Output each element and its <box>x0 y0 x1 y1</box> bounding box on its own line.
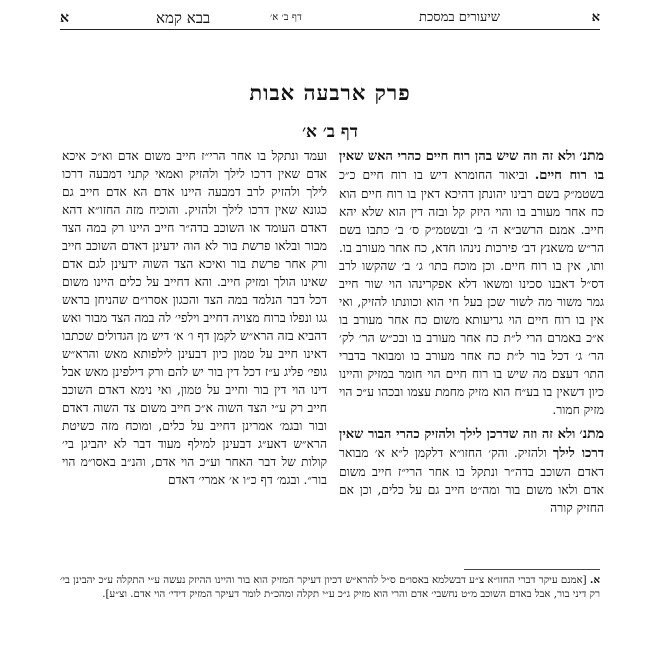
mishna-lead-text: ולא זה וזה שיש בהן רוח חיים כהרי האש שאין בו רוח חיים. <box>339 149 605 183</box>
header-title: בבא קמא <box>156 9 211 27</box>
header-tractate: שיעורים במסכת <box>419 10 500 25</box>
mishna-lead-text: ולא זה וזה שדרכן לילך ולהזיק כהרי הבור שאין דרכו לילך <box>339 427 605 461</box>
header-page-letter: א <box>591 10 600 25</box>
commentary-text: ועמד ונתקל בו אחר הרי״ז חייב משום אדם וא״כ איכא אדם שאין דרכו לילך ולהזיק ואמאי קתני דמבעה דרכו לילך ולהזיק לרב דמבעה היינו אדם הא אדם חייב גם כגונא שאין דרכו לילך ולהזיק. והוכיח מזה החזו״א דהא דאדם העומד או השוכב בדה״ר חייב היינו רק במה הצד מבור ובלאו פרשת בור לא הוה ידעינן דאדם השוכב חייב ורק אחר פרשת בור ואיכא הצד השוה ידעינן לגם אדם שאינו הולך ומזיק חייב. והא דחייב על כלים היינו משום דכל דבר הנלמד במה הצד והכגון אסרו״ם שהניחן בראש גגו ונפלו ברוח מצויה דחייב וילפי׳ לה במה הצד מבור ואש דהביא בזה הרא״ש לקמן דף ו׳ א׳ דיש מן הגדולים שכתבו דאינו חייב על טמון כיון דבעינן לילפותא מאש והרא״ש גופי׳ פליג ע״ז דכל דין בור יש להם ורק דילפינן מאש אבל דינו הוי דין בור וחייב על טמון, ואי נימא דאדם השוכב חייב רק ע״י הצד השוה א״כ חייב משום צד השוה דאדם ובור ובגמ׳ אמרינן דחייב על כלים, ומוכח מזה כשיטת הרא״ש דאע״ג דבעינן למילף מעוד דבר לא יהביגן בי׳ קולות של דבר האחר וע״כ הוי אדם, והנ״ב באסו״מ הוי בור״. ובגמ׳ דף כ״ו א׳ אמרי׳ דאדם <box>62 149 327 487</box>
header-left-letter: א <box>60 10 69 26</box>
commentary-text: ולהזיק. והק׳ החזו״א דלקמן ל״א א׳ מבואר דאדם השוכב בדה״ר ונתקל בו אחר הרי״ז חייב משום אדם ולאו משום בור ומה״ט חייב גם על כלים, וכן אם החזיק קורה <box>339 446 604 515</box>
daf-heading: דף ב׳ א׳ <box>302 122 358 142</box>
footnote <box>60 573 600 602</box>
running-header <box>60 8 600 30</box>
footnote-rule <box>464 569 600 570</box>
right-column <box>339 147 604 517</box>
mishna-marker: מתנ׳ <box>579 426 605 442</box>
paragraph-2 <box>339 425 604 517</box>
header-rule <box>60 29 600 30</box>
footnote-label: א. <box>589 574 600 586</box>
paragraph-1 <box>339 147 604 419</box>
commentary-text: וביאור החומרא דיש בו רוח חיים כ״כ בשטמ״ק בשם רבינו יהונתן דהיכא דאין בו רוח חיים הוא כח אחר מעורב בו והוי היזק קל ובזה דין הוא שלא יהא חייב. אמנם הרשב״א ה׳ ב׳ ובשטמ״ק ס׳ ב׳ כתבו בשם הר״ש משאנץ דב׳ פירכות נינהו חדא, כח אחר מעורב בו. ותו, אין בו רוח חיים. וכן מוכח בתו׳ ג׳ ב׳ שהקשו לרב דס״ל דאבנו סכינו ומשאו דלא אפקרינהו הוי שור חייב גמר משור מה לשור שכן בעל חי הוא וכוונתו להזיק, ואי אין בו רוח חיים הוי גריעותא משום כח אחר מעורב בו א״כ באמרם הרי ל״ת כח אחר מעורב בו ובכ״ש הר׳ לק׳ הר׳ ג׳ דכל בור ל״ת כח אחר מעורב בו ומבואר בדברי התו׳ דעצם מה שיש בו רוח חיים הוי חומר במזיק והיינו כיון דשאין בו בע״ח הוא מזיק מחמת עצמו ובכהו ע״כ הוי מזיק חמור. <box>339 168 604 417</box>
chapter-title: פרק ארבעה אבות <box>249 80 411 105</box>
mishna-marker: מתנ׳ <box>579 148 605 164</box>
header-daf-ref: דף ב׳ א׳ <box>270 12 302 23</box>
left-column <box>62 147 327 489</box>
footnote-text: [אמנם עיקר דברי החזו״א צ״ע דבשלמא באסו״ם ס״ל להרא״ש דכיון דעיקר המזיק הוא בור והיינו ההיזק נעשה ע״י התקלה ע״כ יהבינן בי׳ רק דיני בור, אבל באדם השוכב מ״ט נחשבי׳ אדם והרי הוא מזיק ג״כ ע״י תקלה ומהכ״ת לומר דעיקר המזיק דידי׳ הוי אדם. וצ״ע]. <box>60 575 600 600</box>
